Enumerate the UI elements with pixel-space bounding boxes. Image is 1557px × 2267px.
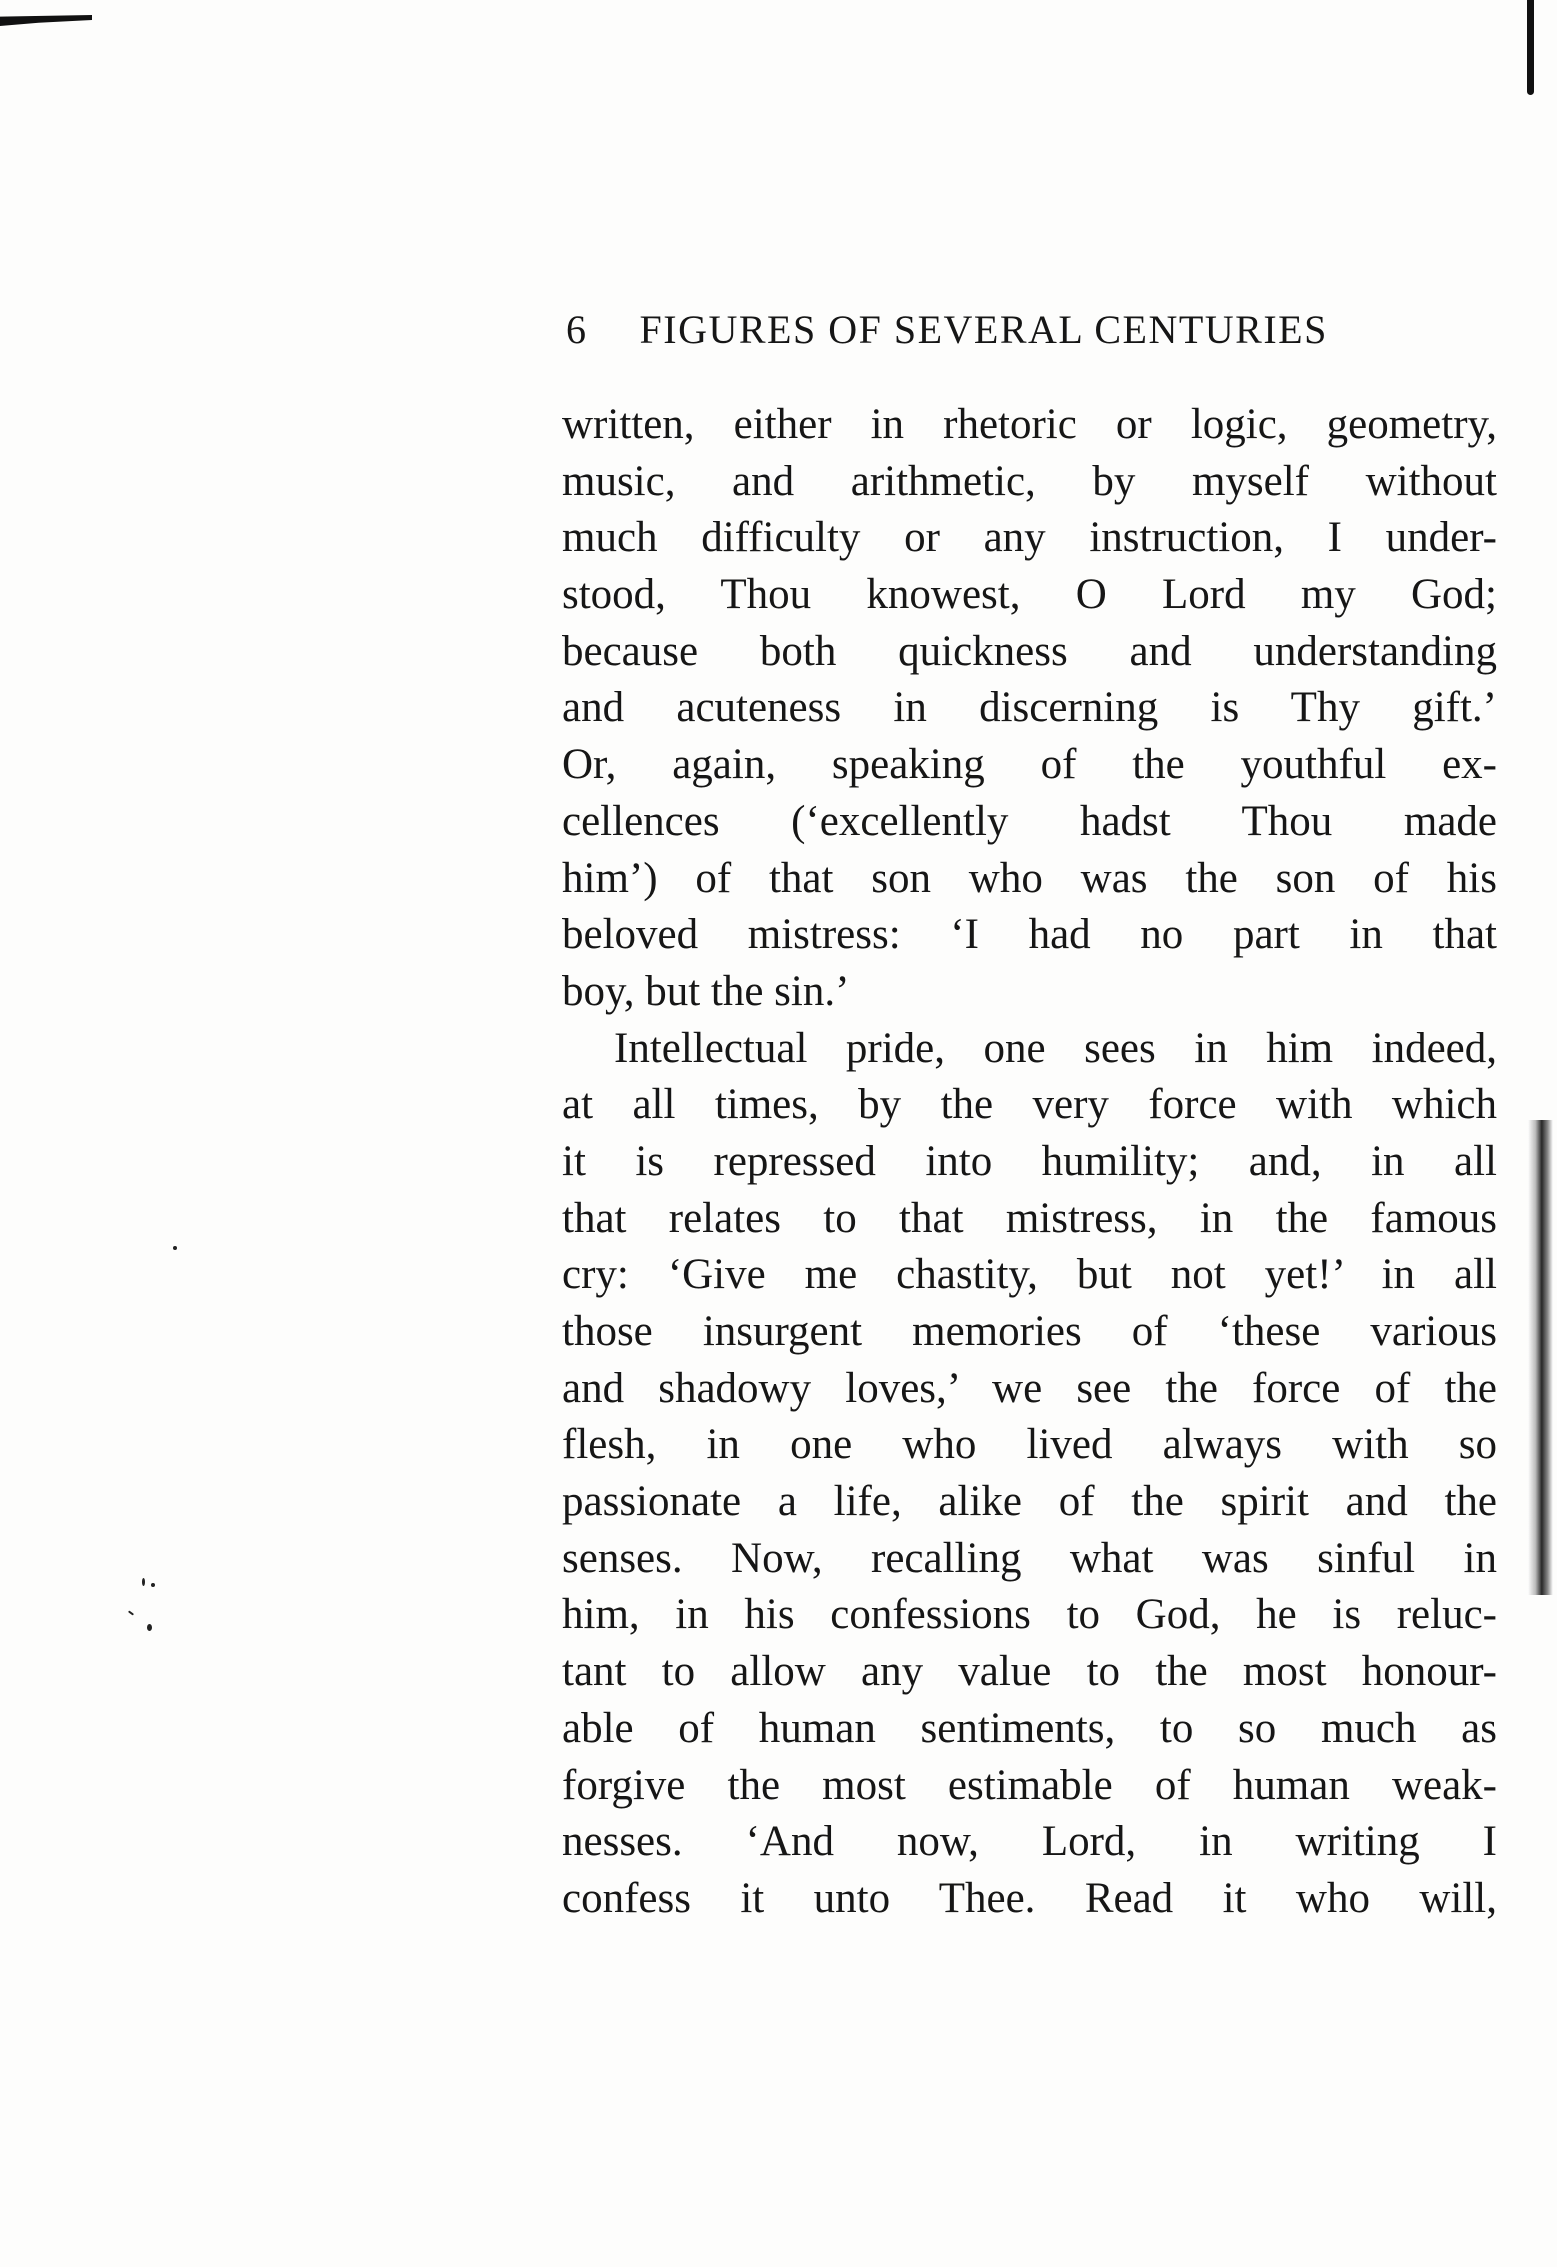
text-line: it is repressed into humility; and, in all — [562, 1137, 1497, 1185]
paper-speck — [142, 1578, 145, 1586]
text-line: boy, but the sin.’ — [562, 967, 850, 1015]
text-line: tant to allow any value to the most honour- — [562, 1648, 1497, 1696]
text-line: written, either in rhetoric or logic, geometry, — [562, 401, 1497, 448]
text-line: and acuteness in discerning is Thy gift.’ — [562, 684, 1497, 732]
page-number: 6 — [566, 307, 588, 352]
text-line: and shadowy loves,’ we see the force of the — [562, 1364, 1497, 1412]
running-title: FIGURES OF SEVERAL CENTURIES — [639, 307, 1328, 352]
text-line: much difficulty or any instruction, I under- — [562, 514, 1497, 562]
binding-shadow — [1528, 1120, 1553, 1595]
paper-speck — [151, 1583, 155, 1587]
text-line: at all times, by the very force with which — [562, 1081, 1497, 1129]
text-line: forgive the most estimable of human weak- — [562, 1761, 1497, 1809]
scan-edge-mark — [1527, 0, 1534, 95]
text-line: Or, again, speaking of the youthful ex- — [562, 741, 1497, 789]
text-line: confess it unto Thee. Read it who will, — [562, 1874, 1497, 1922]
text-line: him’) of that son who was the son of his — [562, 854, 1497, 902]
text-line: cry: ‘Give me chastity, but not yet!’ in all — [562, 1251, 1497, 1299]
text-line: beloved mistress: ‘I had no part in that — [562, 911, 1497, 959]
body-text — [562, 397, 1497, 1928]
text-line: able of human sentiments, to so much as — [562, 1704, 1497, 1752]
text-line: him, in his confessions to God, he is reluc- — [562, 1591, 1497, 1639]
running-head — [566, 305, 1436, 355]
text-line: Intellectual pride, one sees in him indeed, — [614, 1024, 1497, 1072]
scan-corner-mark — [0, 15, 92, 26]
paper-speck — [173, 1246, 177, 1250]
text-line: music, and arithmetic, by myself without — [562, 457, 1497, 505]
text-line: passionate a life, alike of the spirit and the — [562, 1478, 1497, 1526]
text-line: those insurgent memories of ‘these various — [562, 1308, 1497, 1355]
paper-speck — [147, 1624, 152, 1631]
paper-speck — [128, 1610, 134, 1615]
text-line: because both quickness and understanding — [562, 627, 1497, 675]
text-line: that relates to that mistress, in the famous — [562, 1194, 1497, 1242]
text-line: stood, Thou knowest, O Lord my God; — [562, 571, 1497, 619]
text-line: cellences (‘excellently hadst Thou made — [562, 797, 1497, 845]
text-line: flesh, in one who lived always with so — [562, 1421, 1497, 1469]
text-line: senses. Now, recalling what was sinful in — [562, 1534, 1497, 1582]
text-line: nesses. ‘And now, Lord, in writing I — [562, 1818, 1497, 1866]
